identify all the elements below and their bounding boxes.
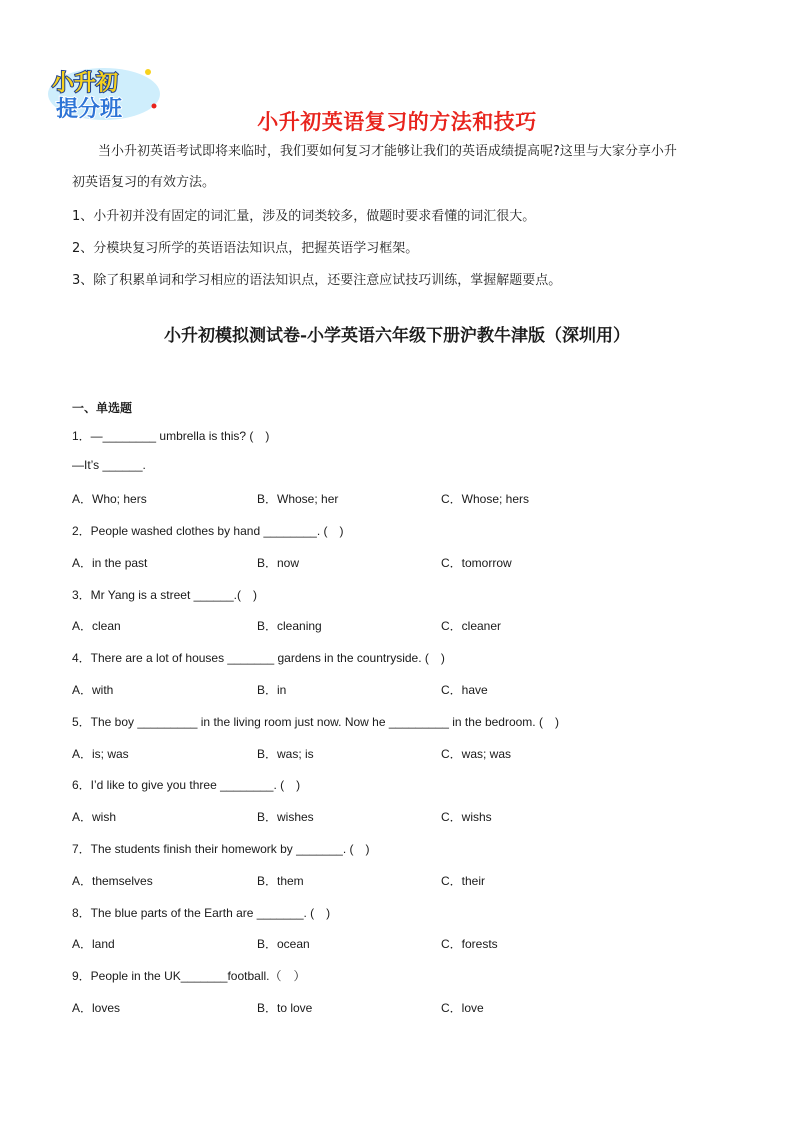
option-8a[interactable]: A．land — [72, 937, 115, 951]
question-stem-4: 4．There are a lot of houses _______ gardens in the countryside. ( ) — [72, 651, 445, 665]
option-5b[interactable]: B．was; is — [257, 747, 314, 761]
question-stem-9: 9．People in the UK_______football.（ ） — [72, 969, 306, 983]
option-8c[interactable]: C．forests — [441, 937, 498, 951]
intro-line-1: 当小升初英语考试即将来临时，我们要如何复习才能够让我们的英语成绩提高呢?这里与大家分享小升 — [98, 144, 677, 159]
logo-text-top: 小升初 — [52, 71, 119, 96]
option-3a[interactable]: A．clean — [72, 619, 121, 633]
option-4b[interactable]: B．in — [257, 683, 287, 697]
question-stem-2: 2．People washed clothes by hand ________. ( ) — [72, 524, 344, 538]
option-2b[interactable]: B．now — [257, 556, 300, 570]
tip-2: 2、分模块复习所学的英语语法知识点，把握英语学习框架。 — [72, 241, 419, 256]
option-9c[interactable]: C．love — [441, 1001, 484, 1015]
question-stem-6: 6．I’d like to give you three ________. ( ) — [72, 778, 301, 792]
option-8b[interactable]: B．ocean — [257, 937, 310, 951]
tip-1: 1、小升初并没有固定的词汇量，涉及的词类较多，做题时要求看懂的词汇很大。 — [72, 209, 536, 224]
question-stem-7: 7．The students finish their homework by _______. ( ) — [72, 842, 370, 856]
question-stem-1: 1．—________ umbrella is this? ( ) — [72, 429, 270, 443]
question-stem-5: 5．The boy _________ in the living room just now. Now he _________ in the bedroom. ( ) — [72, 715, 559, 729]
logo-text-bottom: 提分班 — [56, 97, 123, 122]
question-1-reply: —It’s ______. — [72, 458, 146, 472]
option-2c[interactable]: C．tomorrow — [441, 556, 512, 570]
intro-paragraph — [72, 142, 732, 193]
tip-3: 3、除了积累单词和学习相应的语法知识点，还要注意应试技巧训练，掌握解题要点。 — [72, 273, 562, 288]
option-1c[interactable]: C．Whose; hers — [441, 492, 530, 506]
option-1b[interactable]: B．Whose; her — [257, 492, 339, 506]
section-heading: 一、单选题 — [72, 401, 133, 415]
option-9a[interactable]: A．loves — [72, 1001, 121, 1015]
page-title: 小升初英语复习的方法和技巧 — [257, 110, 537, 134]
option-4a[interactable]: A．with — [72, 683, 114, 697]
option-1a[interactable]: A．Who; hers — [72, 492, 147, 506]
option-4c[interactable]: C．have — [441, 683, 488, 697]
option-6a[interactable]: A．wish — [72, 810, 117, 824]
option-7c[interactable]: C．their — [441, 874, 486, 888]
question-stem-3: 3．Mr Yang is a street ______.( ) — [72, 588, 257, 602]
question-stem-8: 8．The blue parts of the Earth are _______. ( ) — [72, 906, 331, 920]
option-7b[interactable]: B．them — [257, 874, 304, 888]
option-7a[interactable]: A．themselves — [72, 874, 153, 888]
option-3b[interactable]: B．cleaning — [257, 619, 322, 633]
intro-line-2: 初英语复习的有效方法。 — [72, 175, 216, 190]
option-5a[interactable]: A．is; was — [72, 747, 129, 761]
option-6c[interactable]: C．wishs — [441, 810, 492, 824]
option-3c[interactable]: C．cleaner — [441, 619, 502, 633]
option-6b[interactable]: B．wishes — [257, 810, 314, 824]
exam-subtitle: 小升初模拟测试卷-小学英语六年级下册沪教牛津版（深圳用） — [163, 326, 631, 346]
option-9b[interactable]: B．to love — [257, 1001, 313, 1015]
option-5c[interactable]: C．was; was — [441, 747, 512, 761]
option-2a[interactable]: A．in the past — [72, 556, 148, 570]
